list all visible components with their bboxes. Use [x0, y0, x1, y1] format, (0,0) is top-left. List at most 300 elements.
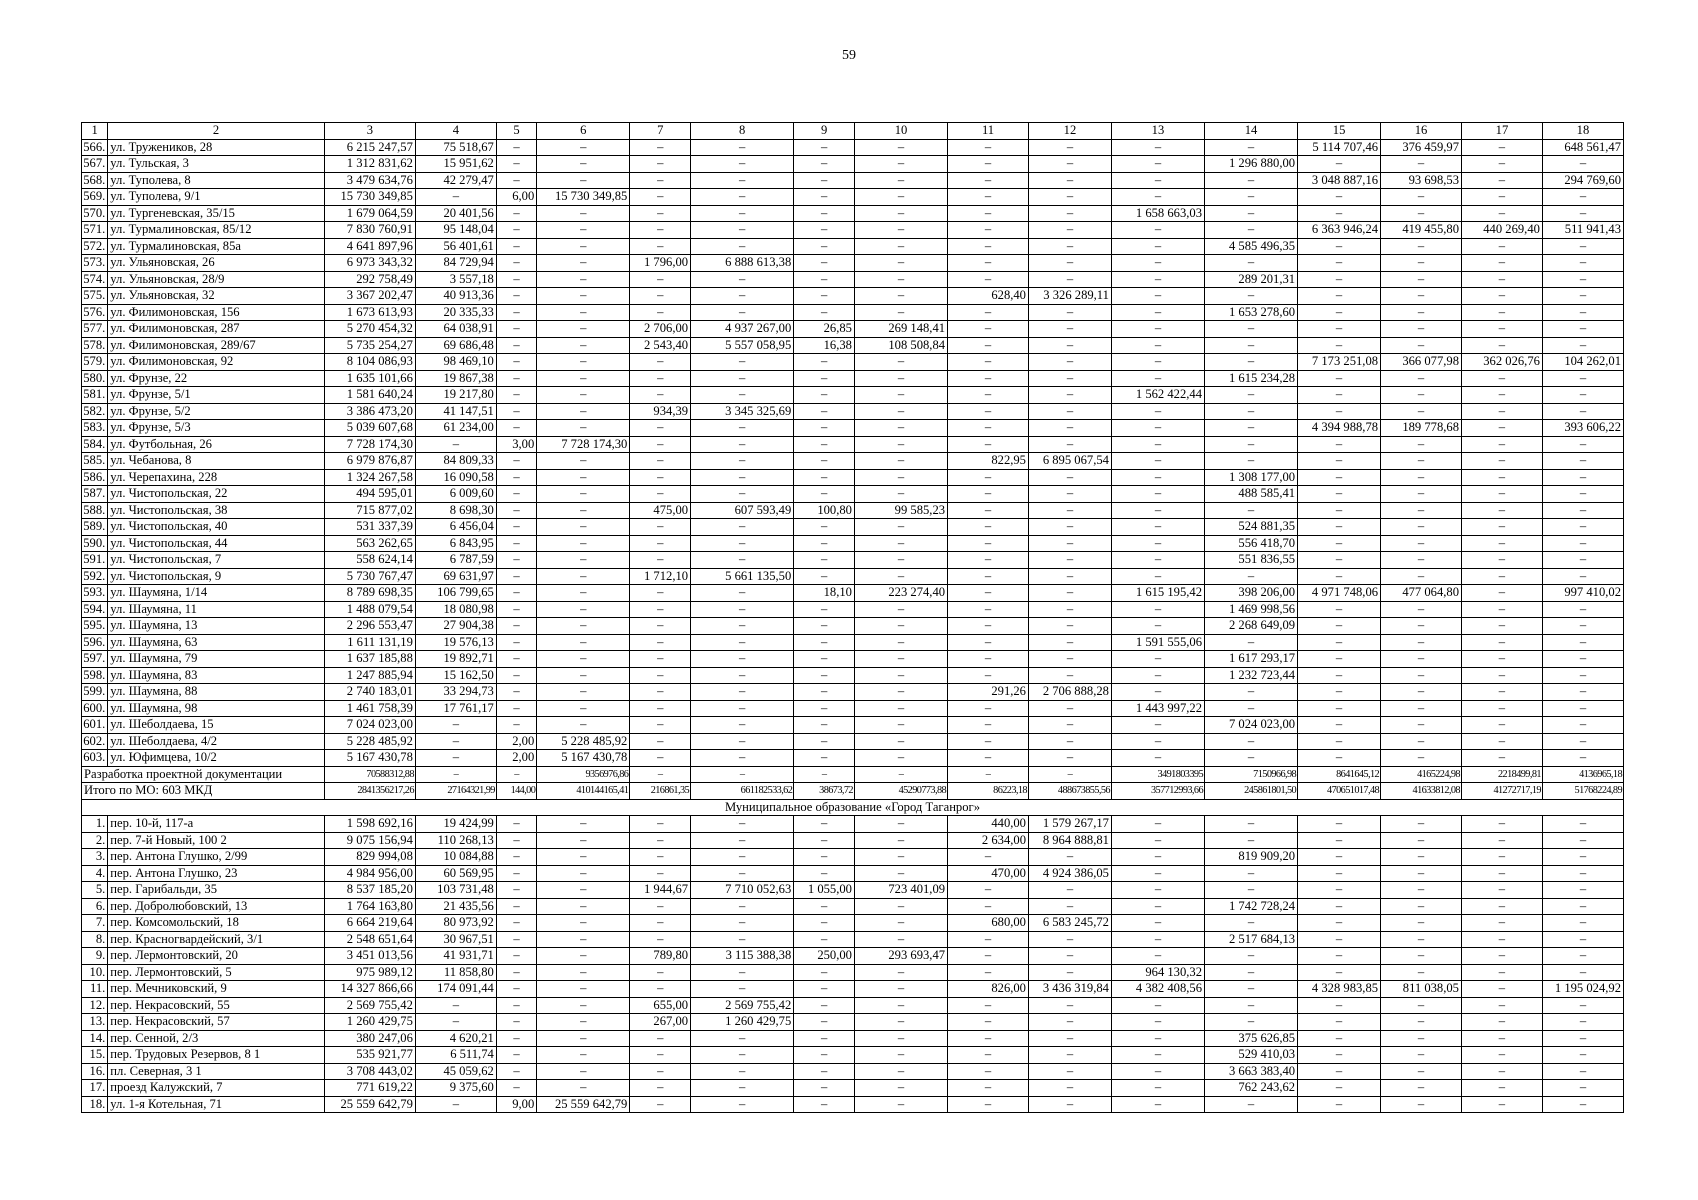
cell-col-7: 789,80: [630, 948, 691, 965]
cell-col-10: 723 401,09: [854, 882, 947, 899]
cell-col-16: –: [1381, 618, 1462, 635]
cell-col-10: –: [854, 453, 947, 470]
cell-col-1: 574.: [82, 271, 108, 288]
cell-col-17: –: [1461, 700, 1542, 717]
cell-col-17: –: [1461, 189, 1542, 206]
cell-col-2: пл. Северная, 3 1: [108, 1063, 325, 1080]
cell-col-10: 223 274,40: [854, 585, 947, 602]
cell-col-12: –: [1028, 354, 1111, 371]
cell-col-11: –: [948, 222, 1029, 239]
cell-col-15: 4 328 983,85: [1298, 981, 1381, 998]
cell-col-16: 811 038,05: [1381, 981, 1462, 998]
cell-col-15: 4 971 748,06: [1298, 585, 1381, 602]
cell-col-2: ул. Шаумяна, 63: [108, 634, 325, 651]
cell-col-7: –: [630, 304, 691, 321]
cell-col-18: –: [1542, 700, 1623, 717]
cell-col-9: –: [794, 618, 855, 635]
cell-col-13: –: [1111, 849, 1204, 866]
cell-col-5: –: [496, 453, 536, 470]
cell-col-6: –: [537, 882, 630, 899]
cell-col-2: ул. Шаумяна, 13: [108, 618, 325, 635]
cell-col-9: –: [794, 832, 855, 849]
cell-col-8: –: [691, 370, 794, 387]
cell-col-3: 7 024 023,00: [324, 717, 415, 734]
cell-col-1: 601.: [82, 717, 108, 734]
table-row: [82, 981, 1624, 998]
cell-col-2: ул. Шаумяна, 79: [108, 651, 325, 668]
cell-col-14: –: [1205, 816, 1298, 833]
table-row: [82, 271, 1624, 288]
cell-col-2: ул. Ульяновская, 28/9: [108, 271, 325, 288]
cell-col-6: –: [537, 964, 630, 981]
cell-col-5: –: [496, 898, 536, 915]
cell-col-18: –: [1542, 568, 1623, 585]
cell-col-8: –: [691, 1063, 794, 1080]
cell-col-14: 289 201,31: [1205, 271, 1298, 288]
cell-col-17: –: [1461, 964, 1542, 981]
cell-col-1: 596.: [82, 634, 108, 651]
cell-col-2: ул. Филимоновская, 289/67: [108, 337, 325, 354]
cell-col-10: –: [854, 898, 947, 915]
cell-col-13: 4 382 408,56: [1111, 981, 1204, 998]
cell-col-9: –: [794, 420, 855, 437]
cell-col-7: –: [630, 667, 691, 684]
cell-col-16: –: [1381, 271, 1462, 288]
cell-col-4: 18 080,98: [415, 601, 496, 618]
cell-col-8: –: [691, 618, 794, 635]
cell-col-16: –: [1381, 304, 1462, 321]
cell-col-1: 8.: [82, 931, 108, 948]
cell-col-6: –: [537, 354, 630, 371]
cell-col-18: –: [1542, 964, 1623, 981]
cell-col-2: проезд Калужский, 7: [108, 1080, 325, 1097]
cell-col-11: –: [948, 535, 1029, 552]
cell-col-18: –: [1542, 1063, 1623, 1080]
cell-col-4: 19 576,13: [415, 634, 496, 651]
cell-col-10: –: [854, 568, 947, 585]
cell-col-18: 1 195 024,92: [1542, 981, 1623, 998]
cell-col-15: 8641645,12: [1298, 766, 1381, 783]
cell-col-8: 5 557 058,95: [691, 337, 794, 354]
cell-col-7: 267,00: [630, 1014, 691, 1031]
cell-col-15: –: [1298, 964, 1381, 981]
cell-col-9: –: [794, 717, 855, 734]
cell-col-18: 648 561,47: [1542, 139, 1623, 156]
cell-col-2: Итого по МО: 603 МКД: [82, 783, 325, 800]
table-row: [82, 618, 1624, 635]
cell-col-7: –: [630, 222, 691, 239]
cell-col-16: –: [1381, 436, 1462, 453]
cell-col-18: –: [1542, 403, 1623, 420]
cell-col-14: 1 296 880,00: [1205, 156, 1298, 173]
cell-col-4: 4 620,21: [415, 1030, 496, 1047]
cell-col-10: –: [854, 750, 947, 767]
cell-col-1: 602.: [82, 733, 108, 750]
cell-col-8: –: [691, 519, 794, 536]
cell-col-10: –: [854, 486, 947, 503]
cell-col-10: –: [854, 667, 947, 684]
header-col-11: 11: [948, 123, 1029, 140]
cell-col-7: –: [630, 288, 691, 305]
cell-col-11: –: [948, 568, 1029, 585]
cell-col-12: –: [1028, 1080, 1111, 1097]
cell-col-7: –: [630, 684, 691, 701]
cell-col-15: –: [1298, 865, 1381, 882]
cell-col-11: –: [948, 156, 1029, 173]
cell-col-1: 586.: [82, 469, 108, 486]
cell-col-6: –: [537, 469, 630, 486]
cell-col-18: –: [1542, 667, 1623, 684]
cell-col-8: 607 593,49: [691, 502, 794, 519]
table-row: [82, 552, 1624, 569]
cell-col-12: 8 964 888,81: [1028, 832, 1111, 849]
cell-col-15: –: [1298, 1030, 1381, 1047]
cell-col-10: –: [854, 387, 947, 404]
cell-col-13: –: [1111, 552, 1204, 569]
cell-col-2: ул. Шаумяна, 98: [108, 700, 325, 717]
cell-col-9: 26,85: [794, 321, 855, 338]
cell-col-8: –: [691, 915, 794, 932]
cell-col-6: –: [537, 684, 630, 701]
cell-col-11: –: [948, 717, 1029, 734]
cell-col-4: –: [415, 189, 496, 206]
cell-col-10: –: [854, 354, 947, 371]
cell-col-10: –: [854, 931, 947, 948]
cell-col-13: –: [1111, 997, 1204, 1014]
cell-col-13: –: [1111, 139, 1204, 156]
cell-col-2: ул. Шаумяна, 88: [108, 684, 325, 701]
cell-col-6: –: [537, 898, 630, 915]
cell-col-3: 9 075 156,94: [324, 832, 415, 849]
cell-col-3: 3 451 013,56: [324, 948, 415, 965]
cell-col-9: –: [794, 816, 855, 833]
cell-col-7: –: [630, 453, 691, 470]
cell-col-5: –: [496, 288, 536, 305]
cell-col-8: –: [691, 172, 794, 189]
cell-col-10: –: [854, 997, 947, 1014]
cell-col-12: –: [1028, 156, 1111, 173]
cell-col-13: –: [1111, 733, 1204, 750]
cell-col-6: –: [537, 156, 630, 173]
cell-col-11: –: [948, 304, 1029, 321]
table-row: [82, 486, 1624, 503]
cell-col-1: 1.: [82, 816, 108, 833]
cell-col-10: –: [854, 172, 947, 189]
cell-col-11: –: [948, 1063, 1029, 1080]
cell-col-11: –: [948, 552, 1029, 569]
cell-col-18: –: [1542, 255, 1623, 272]
cell-col-1: 584.: [82, 436, 108, 453]
cell-col-4: 30 967,51: [415, 931, 496, 948]
cell-col-17: –: [1461, 535, 1542, 552]
cell-col-6: –: [537, 568, 630, 585]
cell-col-12: –: [1028, 997, 1111, 1014]
cell-col-10: –: [854, 733, 947, 750]
cell-col-8: –: [691, 981, 794, 998]
cell-col-18: –: [1542, 370, 1623, 387]
cell-col-10: –: [854, 222, 947, 239]
cell-col-6: –: [537, 651, 630, 668]
cell-col-9: –: [794, 387, 855, 404]
cell-col-7: 216861,35: [630, 783, 691, 800]
cell-col-1: 17.: [82, 1080, 108, 1097]
cell-col-16: –: [1381, 453, 1462, 470]
cell-col-18: –: [1542, 453, 1623, 470]
cell-col-14: –: [1205, 981, 1298, 998]
header-col-9: 9: [794, 123, 855, 140]
cell-col-5: –: [496, 139, 536, 156]
cell-col-9: –: [794, 667, 855, 684]
cell-col-16: –: [1381, 915, 1462, 932]
cell-col-6: –: [537, 1063, 630, 1080]
cell-col-12: –: [1028, 172, 1111, 189]
cell-col-17: –: [1461, 618, 1542, 635]
cell-col-7: –: [630, 964, 691, 981]
table-row: [82, 354, 1624, 371]
cell-col-3: 1 461 758,39: [324, 700, 415, 717]
cell-col-15: –: [1298, 997, 1381, 1014]
cell-col-5: –: [496, 1014, 536, 1031]
cell-col-6: –: [537, 1080, 630, 1097]
cell-col-8: –: [691, 766, 794, 783]
cell-col-9: 100,80: [794, 502, 855, 519]
cell-col-18: –: [1542, 931, 1623, 948]
cell-col-9: –: [794, 931, 855, 948]
cell-col-7: –: [630, 436, 691, 453]
cell-col-18: –: [1542, 634, 1623, 651]
cell-col-13: 1 658 663,03: [1111, 205, 1204, 222]
cell-col-9: –: [794, 981, 855, 998]
cell-col-14: –: [1205, 337, 1298, 354]
cell-col-9: –: [794, 453, 855, 470]
cell-col-17: –: [1461, 832, 1542, 849]
cell-col-11: –: [948, 255, 1029, 272]
cell-col-11: –: [948, 420, 1029, 437]
cell-col-4: 27164321,99: [415, 783, 496, 800]
cell-col-14: 1 615 234,28: [1205, 370, 1298, 387]
cell-col-18: 51768224,89: [1542, 783, 1623, 800]
cell-col-12: –: [1028, 849, 1111, 866]
cell-col-2: ул. Тульская, 3: [108, 156, 325, 173]
cell-col-14: 762 243,62: [1205, 1080, 1298, 1097]
cell-col-13: –: [1111, 535, 1204, 552]
cell-col-14: –: [1205, 700, 1298, 717]
cell-col-1: 12.: [82, 997, 108, 1014]
cell-col-15: 7 173 251,08: [1298, 354, 1381, 371]
cell-col-12: –: [1028, 337, 1111, 354]
cell-col-15: –: [1298, 1096, 1381, 1113]
cell-col-18: –: [1542, 898, 1623, 915]
cell-col-5: –: [496, 370, 536, 387]
cell-col-14: 556 418,70: [1205, 535, 1298, 552]
cell-col-16: –: [1381, 238, 1462, 255]
table-row: [82, 1047, 1624, 1064]
cell-col-5: –: [496, 354, 536, 371]
table-row: [82, 370, 1624, 387]
cell-col-5: –: [496, 321, 536, 338]
cell-col-6: –: [537, 915, 630, 932]
cell-col-16: –: [1381, 931, 1462, 948]
cell-col-8: –: [691, 667, 794, 684]
cell-col-15: –: [1298, 238, 1381, 255]
cell-col-10: –: [854, 981, 947, 998]
cell-col-7: –: [630, 238, 691, 255]
cell-col-7: –: [630, 601, 691, 618]
cell-col-7: –: [630, 205, 691, 222]
cell-col-15: –: [1298, 387, 1381, 404]
cell-col-5: 2,00: [496, 750, 536, 767]
cell-col-4: 19 867,38: [415, 370, 496, 387]
cell-col-4: 56 401,61: [415, 238, 496, 255]
cell-col-7: 1 712,10: [630, 568, 691, 585]
cell-col-13: –: [1111, 469, 1204, 486]
cell-col-16: –: [1381, 865, 1462, 882]
cell-col-13: –: [1111, 931, 1204, 948]
cell-col-3: 70588312,88: [324, 766, 415, 783]
cell-col-6: –: [537, 403, 630, 420]
cell-col-13: –: [1111, 238, 1204, 255]
cell-col-2: пер. Некрасовский, 57: [108, 1014, 325, 1031]
cell-col-4: 3 557,18: [415, 271, 496, 288]
cell-col-8: –: [691, 420, 794, 437]
cell-col-17: –: [1461, 981, 1542, 998]
cell-col-16: –: [1381, 387, 1462, 404]
cell-col-10: –: [854, 601, 947, 618]
cell-col-16: 376 459,97: [1381, 139, 1462, 156]
cell-col-6: –: [537, 634, 630, 651]
cell-col-16: 477 064,80: [1381, 585, 1462, 602]
cell-col-15: –: [1298, 816, 1381, 833]
cell-col-10: –: [854, 766, 947, 783]
cell-col-18: –: [1542, 733, 1623, 750]
cell-col-6: –: [537, 948, 630, 965]
cell-col-7: 2 543,40: [630, 337, 691, 354]
cell-col-3: 292 758,49: [324, 271, 415, 288]
cell-col-5: –: [496, 486, 536, 503]
cell-col-10: –: [854, 205, 947, 222]
cell-col-16: –: [1381, 667, 1462, 684]
cell-col-14: 2 517 684,13: [1205, 931, 1298, 948]
cell-col-2: ул. Футбольная, 26: [108, 436, 325, 453]
cell-col-8: –: [691, 535, 794, 552]
cell-col-1: 600.: [82, 700, 108, 717]
cell-col-2: ул. Шаумяна, 11: [108, 601, 325, 618]
cell-col-10: –: [854, 964, 947, 981]
cell-col-14: –: [1205, 865, 1298, 882]
cell-col-17: –: [1461, 453, 1542, 470]
cell-col-14: –: [1205, 1096, 1298, 1113]
cell-col-2: ул. Чистопольская, 9: [108, 568, 325, 585]
cell-col-1: 599.: [82, 684, 108, 701]
cell-col-11: –: [948, 931, 1029, 948]
cell-col-2: ул. Туполева, 9/1: [108, 189, 325, 206]
cell-col-9: –: [794, 1063, 855, 1080]
cell-col-17: –: [1461, 469, 1542, 486]
cell-col-14: 3 663 383,40: [1205, 1063, 1298, 1080]
header-col-3: 3: [324, 123, 415, 140]
cell-col-7: –: [630, 585, 691, 602]
cell-col-15: –: [1298, 898, 1381, 915]
cell-col-8: –: [691, 139, 794, 156]
cell-col-15: –: [1298, 486, 1381, 503]
cell-col-13: –: [1111, 420, 1204, 437]
cell-col-16: –: [1381, 486, 1462, 503]
section-title: Муниципальное образование «Город Таганрог»: [82, 799, 1624, 816]
cell-col-4: 45 059,62: [415, 1063, 496, 1080]
header-col-6: 6: [537, 123, 630, 140]
cell-col-13: –: [1111, 172, 1204, 189]
cell-col-7: –: [630, 832, 691, 849]
cell-col-12: –: [1028, 486, 1111, 503]
cell-col-13: 1 562 422,44: [1111, 387, 1204, 404]
cell-col-11: –: [948, 1096, 1029, 1113]
cell-col-4: 15 951,62: [415, 156, 496, 173]
cell-col-15: 4 394 988,78: [1298, 420, 1381, 437]
cell-col-13: 3491803395: [1111, 766, 1204, 783]
cell-col-9: –: [794, 486, 855, 503]
cell-col-17: –: [1461, 156, 1542, 173]
cell-col-10: –: [854, 436, 947, 453]
cell-col-16: –: [1381, 1063, 1462, 1080]
cell-col-17: –: [1461, 271, 1542, 288]
cell-col-14: 1 653 278,60: [1205, 304, 1298, 321]
cell-col-9: 18,10: [794, 585, 855, 602]
cell-col-2: ул. Черепахина, 228: [108, 469, 325, 486]
cell-col-13: –: [1111, 898, 1204, 915]
cell-col-3: 3 479 634,76: [324, 172, 415, 189]
cell-col-5: –: [496, 255, 536, 272]
cell-col-4: 19 217,80: [415, 387, 496, 404]
cell-col-18: –: [1542, 915, 1623, 932]
cell-col-13: –: [1111, 1096, 1204, 1113]
cell-col-5: –: [496, 997, 536, 1014]
cell-col-3: 715 877,02: [324, 502, 415, 519]
cell-col-10: –: [854, 519, 947, 536]
cell-col-14: 7150966,98: [1205, 766, 1298, 783]
cell-col-7: –: [630, 865, 691, 882]
cell-col-3: 2841356217,26: [324, 783, 415, 800]
cell-col-6: 15 730 349,85: [537, 189, 630, 206]
cell-col-8: 1 260 429,75: [691, 1014, 794, 1031]
table-row: [82, 1030, 1624, 1047]
cell-col-4: 174 091,44: [415, 981, 496, 998]
cell-col-7: –: [630, 519, 691, 536]
cell-col-13: –: [1111, 651, 1204, 668]
cell-col-9: –: [794, 634, 855, 651]
cell-col-9: 250,00: [794, 948, 855, 965]
cell-col-15: –: [1298, 750, 1381, 767]
cell-col-12: –: [1028, 387, 1111, 404]
cell-col-11: –: [948, 1014, 1029, 1031]
cell-col-15: –: [1298, 832, 1381, 849]
table-row: [82, 717, 1624, 734]
table-row: [82, 667, 1624, 684]
cell-col-1: 13.: [82, 1014, 108, 1031]
cell-col-3: 1 260 429,75: [324, 1014, 415, 1031]
cell-col-3: 1 598 692,16: [324, 816, 415, 833]
cell-col-5: –: [496, 337, 536, 354]
cell-col-6: 5 228 485,92: [537, 733, 630, 750]
cell-col-13: –: [1111, 750, 1204, 767]
cell-col-10: 45290773,88: [854, 783, 947, 800]
cell-col-4: –: [415, 766, 496, 783]
cell-col-3: 6 973 343,32: [324, 255, 415, 272]
cell-col-5: –: [496, 948, 536, 965]
cell-col-11: –: [948, 189, 1029, 206]
cell-col-14: –: [1205, 288, 1298, 305]
cell-col-11: 291,26: [948, 684, 1029, 701]
cell-col-1: 585.: [82, 453, 108, 470]
